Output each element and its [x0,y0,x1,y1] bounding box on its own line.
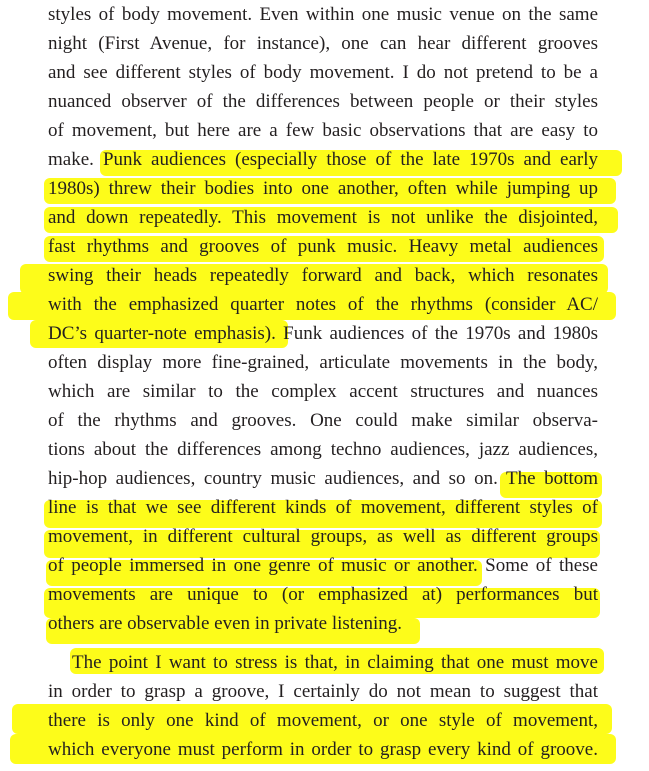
text-line: others are observable even in private listening. [48,613,403,634]
text-line: of people immersed in one genre of music or another. Some of these [48,555,598,576]
text-line: swing their heads repeatedly forward and back, which resonates [48,265,598,286]
text-line: movements are unique to (or emphasized at) performances but [48,584,598,605]
text-line: styles of body movement. Even within one music venue on the same [48,4,598,25]
text-line: tions about the differences among techno audiences, jazz audiences, [48,439,598,460]
text-line: which are similar to the complex accent structures and nuances [48,381,598,402]
text-line: line is that we see different kinds of movement, different styles of [48,497,598,518]
text-line: of movement, but here are a few basic observations that are easy to [48,120,598,141]
text-line: often display more fine-grained, articulate movements in the body, [48,352,598,373]
text-line: there is only one kind of movement, or one style of movement, [48,710,598,731]
text-line: which everyone must perform in order to grasp every kind of groove. [48,739,598,760]
text-line: movement, in different cultural groups, as well as different groups [48,526,598,547]
text-line: make. Punk audiences (especially those of the late 1970s and early [48,149,598,170]
text-line: and see different styles of body movement. I do not pretend to be a [48,62,598,83]
text-line: DC’s quarter-note emphasis). Funk audiences of the 1970s and 1980s [48,323,598,344]
text-line: 1980s) threw their bodies into one another, often while jumping up [48,178,598,199]
text-line: and down repeatedly. This movement is not unlike the disjointed, [48,207,598,228]
text-line: The point I want to stress is that, in claiming that one must move [72,652,598,673]
text-line: of the rhythms and grooves. One could make similar observa- [48,410,598,431]
text-line: fast rhythms and grooves of punk music. Heavy metal audiences [48,236,598,257]
text-line: night (First Avenue, for instance), one can hear different grooves [48,33,598,54]
text-line: in order to grasp a groove, I certainly do not mean to suggest that [48,681,598,702]
text-line: hip-hop audiences, country music audiences, and so on. The bottom [48,468,598,489]
text-line: nuanced observer of the differences between people or their styles [48,91,598,112]
text-line: with the emphasized quarter notes of the rhythms (consider AC/ [48,294,598,315]
